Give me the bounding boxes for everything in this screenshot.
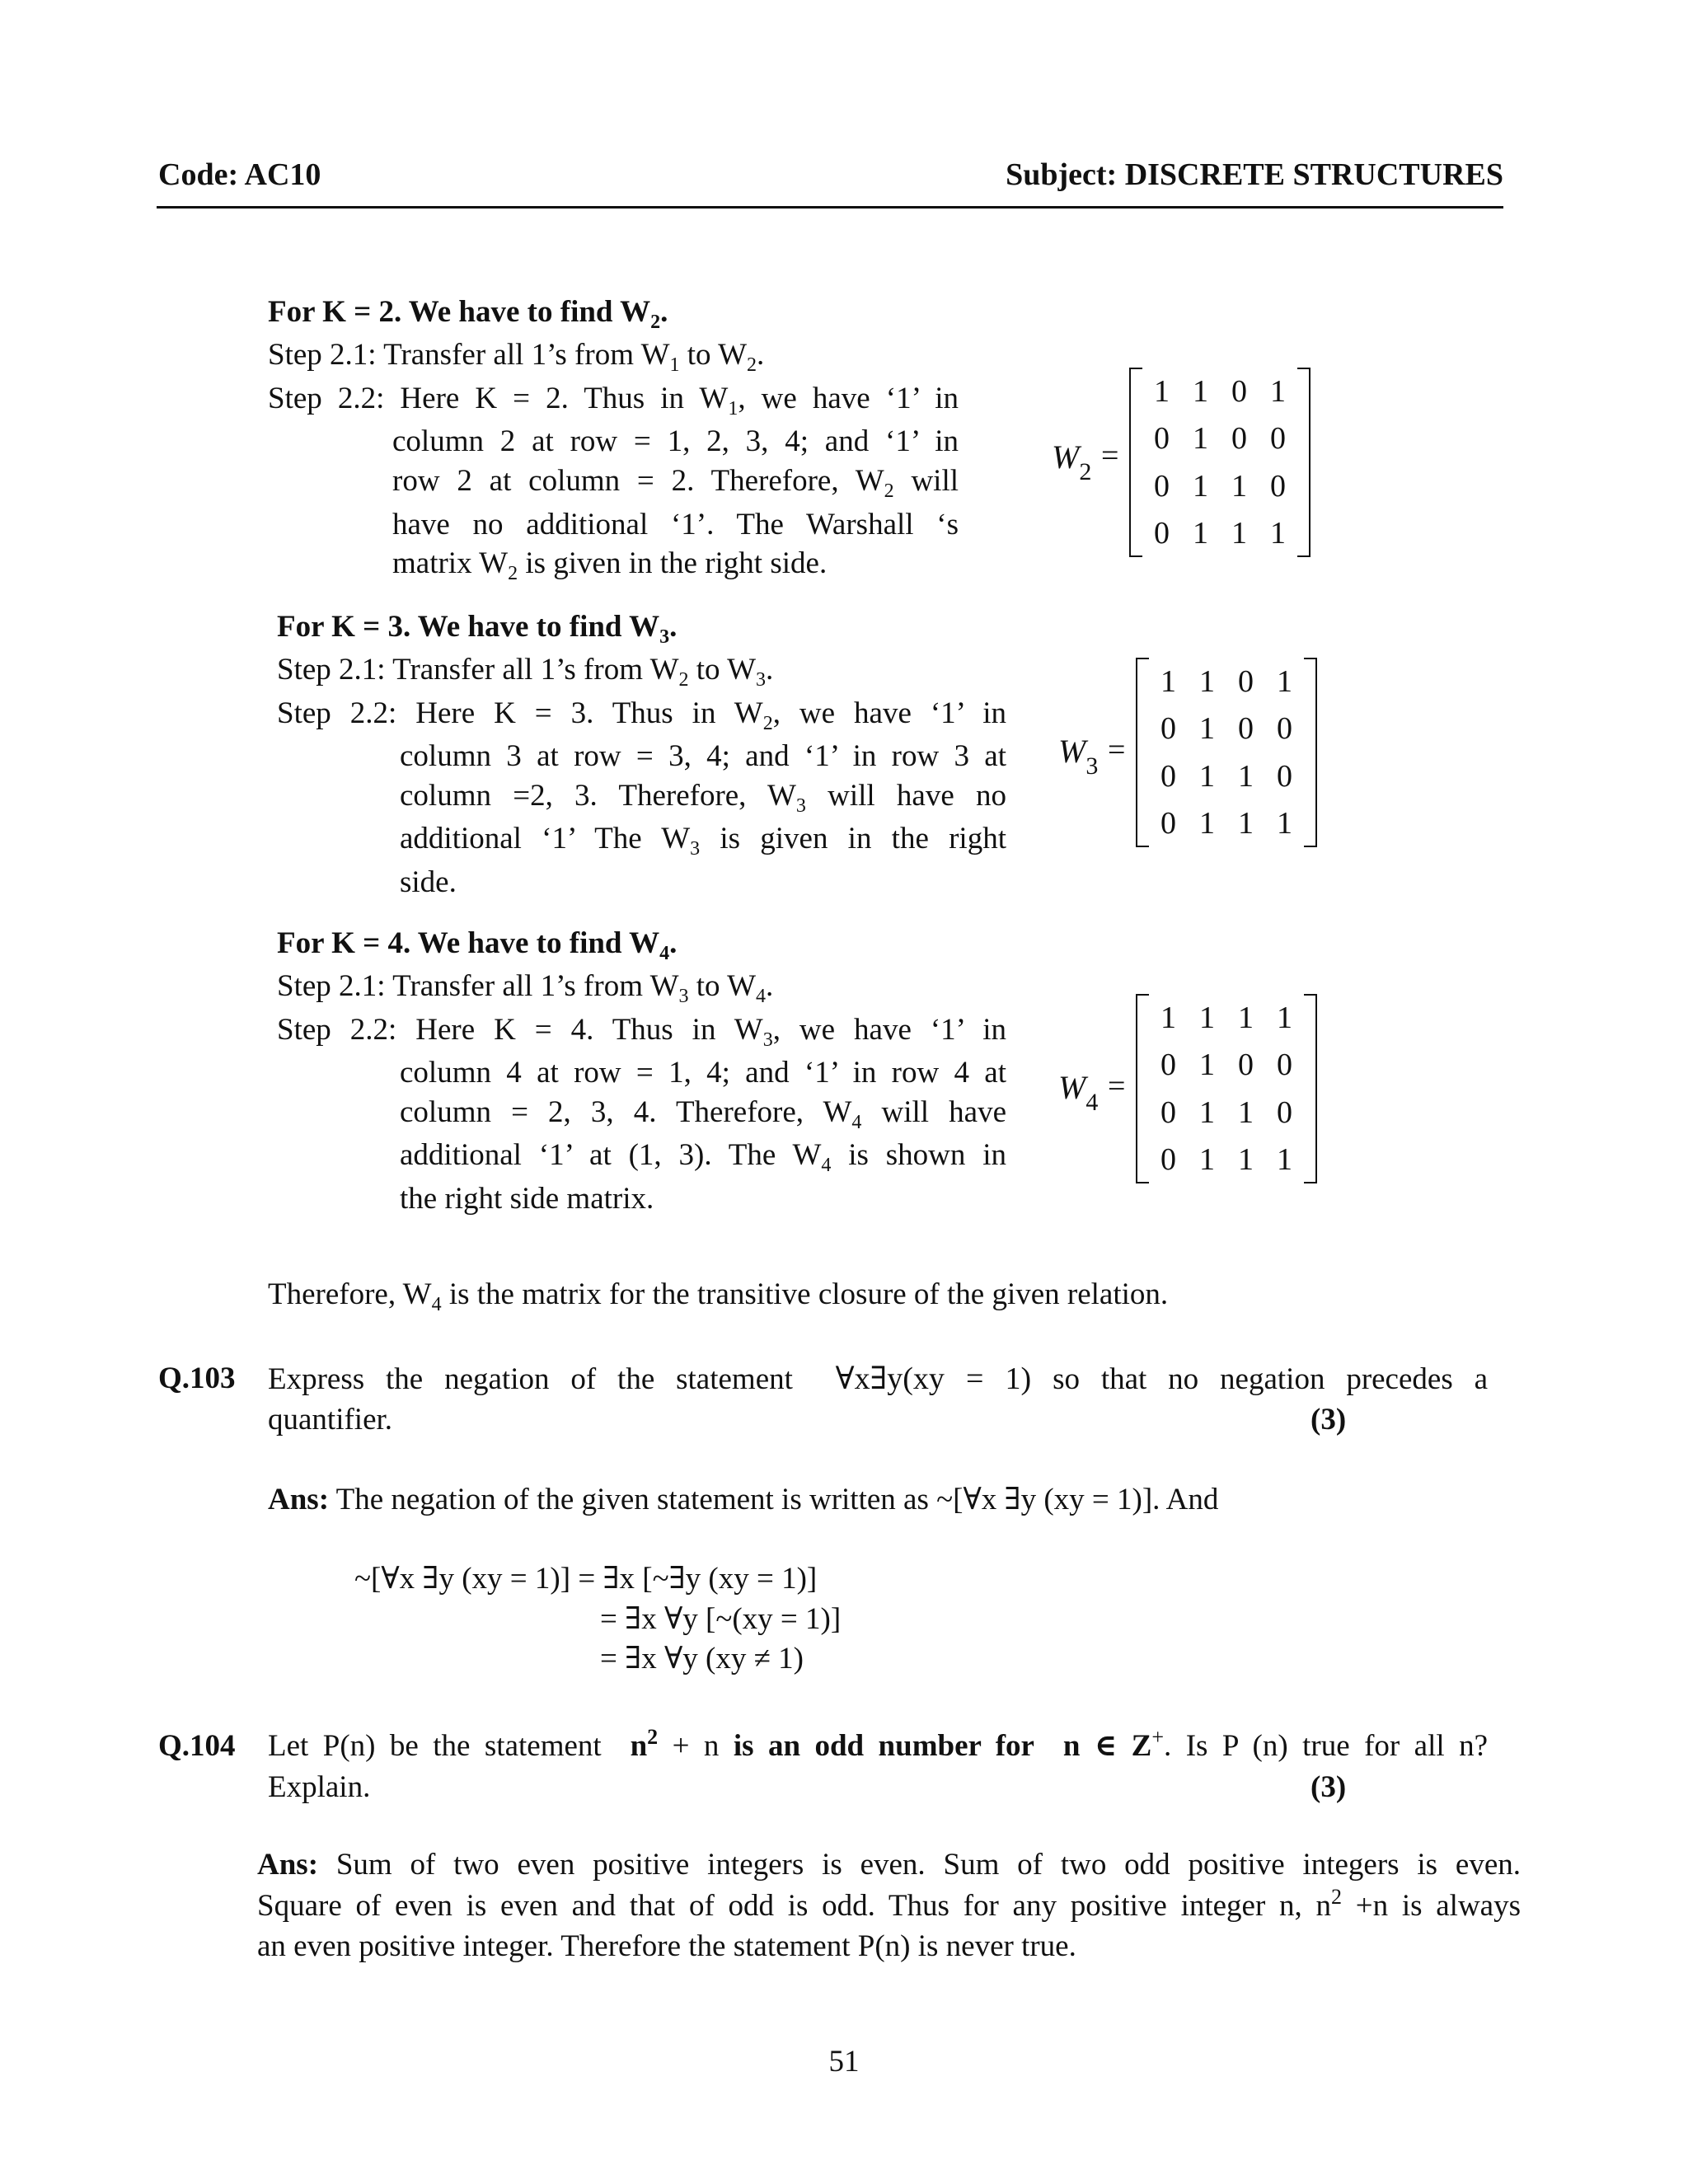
matrix-cell: 1 [1270, 516, 1286, 551]
k4-step22-line5: the right side matrix. [400, 1182, 654, 1216]
matrix-cell: 1 [1277, 806, 1292, 841]
k2-step21: Step 2.1: Transfer all 1’s from $W_1$ to $W_2$. [268, 338, 765, 376]
k3-step22-line1: Step 2.2: Here K = 3. Thus in $W_2$, we have ‘1’ in [277, 696, 1006, 734]
k2-step22-line5: matrix $W_2$ is given in the right side. [392, 546, 828, 584]
q103-line1: Express the negation of the statement ∀x∃y(xy = 1) so that no negation precedes a [268, 1361, 1489, 1396]
k4-step22-line4: additional ‘1’ at (1, 3). The $W_4$ is shown in [400, 1138, 1006, 1176]
page-number: 51 [828, 2045, 860, 2079]
q104-line2: Explain. [268, 1770, 371, 1804]
q103-eq3: = ∃x ∀y (xy ≠ 1) [600, 1642, 804, 1675]
matrix-cell: 0 [1238, 663, 1254, 699]
matrix-cell: 0 [1160, 711, 1176, 747]
matrix-cell: 1 [1193, 421, 1208, 457]
q103-eq2: = ∃x ∀y [~(xy = 1)] [600, 1602, 842, 1636]
k3-equals: = [1108, 733, 1126, 767]
matrix-cell: 1 [1199, 806, 1215, 841]
matrix-cell: 1 [1199, 1047, 1215, 1083]
matrix-cell: 0 [1160, 1094, 1176, 1130]
matrix-cell: 0 [1160, 806, 1176, 841]
matrix-cell: 0 [1277, 758, 1292, 794]
matrix-cell: 0 [1160, 1047, 1176, 1083]
matrix-cell: 1 [1193, 468, 1208, 504]
k2-step22-line3: row 2 at column = 2. Therefore, $W_2$ will [392, 464, 959, 502]
matrix-cell: 0 [1154, 421, 1170, 457]
q104-answer-line3: an even positive integer. Therefore the statement P(n) is never true. [257, 1929, 1076, 1963]
matrix-cell: 0 [1160, 1142, 1176, 1178]
k4-step22-line3: column = 2, 3, 4. Therefore, $W_4$ will have [400, 1095, 1006, 1133]
matrix-cell: 0 [1270, 468, 1286, 504]
k4-step22-line2: column 4 at row = 1, 4; and ‘1’ in row 4 at [400, 1056, 1006, 1090]
matrix-cell: 1 [1199, 758, 1215, 794]
matrix-cell: 0 [1154, 516, 1170, 551]
matrix-cell: 1 [1199, 1094, 1215, 1130]
matrix-cell: 1 [1238, 806, 1254, 841]
k2-equals: = [1101, 438, 1119, 473]
k3-step22-line5: side. [400, 865, 457, 899]
conclusion-text: Therefore, $W_4$ is the matrix for the transitive closure of the given relation. [268, 1277, 1169, 1315]
k3-step22-line3: column =2, 3. Therefore, $W_3$ will have no [400, 779, 1006, 817]
q103-answer: Ans: The negation of the given statement is written as ~[∀x ∃y (xy = 1)]. And [268, 1483, 1219, 1516]
matrix-cell: 0 [1270, 421, 1286, 457]
matrix-cell: 1 [1193, 516, 1208, 551]
matrix-cell: 0 [1238, 1047, 1254, 1083]
k4-step22-line1: Step 2.2: Here K = 4. Thus in $W_3$, we have ‘1’ in [277, 1013, 1006, 1051]
q103-eq1: ~[∀x ∃y (xy = 1)] = ∃x [~∃y (xy = 1)] [354, 1562, 818, 1596]
k3-matrix-label: $W_3$ [1058, 733, 1099, 780]
q104-line1: Let P(n) be the statement $n^2 + n$ is an odd number for n ∈ Z+. Is P (n) true for all n? [268, 1725, 1488, 1763]
matrix-cell: 1 [1231, 516, 1247, 551]
k4-step21: Step 2.1: Transfer all 1’s from $W_3$ to $W_4$. [277, 969, 774, 1007]
k4-matrix-label: $W_4$ [1058, 1069, 1099, 1116]
k3-matrix [1136, 658, 1317, 847]
matrix-cell: 0 [1231, 421, 1247, 457]
k2-step22-line4: have no additional ‘1’. The Warshall ‘s [392, 508, 959, 541]
k2-step22-line2: column 2 at row = 1, 2, 3, 4; and ‘1’ in [392, 424, 959, 458]
header-code: Code: AC10 [158, 157, 321, 192]
q104-answer-line1: Ans: Sum of two even positive integers is even. Sum of two odd positive integers is even. [257, 1848, 1521, 1882]
matrix-cell: 1 [1160, 663, 1176, 699]
matrix-cell: 0 [1160, 758, 1176, 794]
matrix-cell: 1 [1199, 663, 1215, 699]
matrix-cell: 1 [1160, 1000, 1176, 1035]
matrix-cell: 1 [1154, 373, 1170, 409]
k2-step22-line1: Step 2.2: Here K = 2. Thus in $W_1$, we have ‘1’ in [268, 382, 959, 419]
matrix-cell: 1 [1277, 1142, 1292, 1178]
matrix-cell: 1 [1238, 1000, 1254, 1035]
k4-equals: = [1108, 1069, 1126, 1104]
matrix-cell: 1 [1199, 711, 1215, 747]
matrix-cell: 0 [1277, 711, 1292, 747]
k2-matrix [1129, 368, 1311, 557]
k2-heading: For K = 2. We have to find $W_2$. [268, 295, 668, 333]
header-subject: Subject: DISCRETE STRUCTURES [1006, 157, 1503, 192]
matrix-cell: 1 [1238, 758, 1254, 794]
q103-line2: quantifier. [268, 1403, 393, 1436]
matrix-cell: 1 [1238, 1094, 1254, 1130]
matrix-cell: 1 [1277, 1000, 1292, 1035]
k4-heading: For K = 4. We have to find $W_4$. [277, 926, 678, 964]
matrix-cell: 0 [1277, 1047, 1292, 1083]
matrix-cell: 1 [1238, 1142, 1254, 1178]
matrix-cell: 1 [1199, 1142, 1215, 1178]
k4-matrix [1136, 994, 1317, 1183]
matrix-cell: 1 [1199, 1000, 1215, 1035]
q104-marks: (3) [1311, 1770, 1347, 1804]
matrix-cell: 0 [1238, 711, 1254, 747]
matrix-cell: 0 [1231, 373, 1247, 409]
k3-step22-line2: column 3 at row = 3, 4; and ‘1’ in row 3 at [400, 739, 1006, 773]
k2-matrix-label: $W_2$ [1052, 438, 1092, 485]
matrix-cell: 0 [1154, 468, 1170, 504]
k3-step22-line4: additional ‘1’ The $W_3$ is given in the right [400, 822, 1006, 860]
q103-marks: (3) [1311, 1403, 1347, 1436]
matrix-cell: 1 [1193, 373, 1208, 409]
q104-number: Q.104 [158, 1729, 236, 1763]
q103-number: Q.103 [158, 1361, 236, 1395]
k3-step21: Step 2.1: Transfer all 1’s from $W_2$ to $W_3$. [277, 653, 774, 691]
matrix-cell: 1 [1231, 468, 1247, 504]
header-rule [157, 206, 1503, 209]
matrix-cell: 1 [1270, 373, 1286, 409]
matrix-cell: 1 [1277, 663, 1292, 699]
k3-heading: For K = 3. We have to find $W_3$. [277, 610, 678, 648]
q104-answer-line2: Square of even is even and that of odd is odd. Thus for any positive integer n, $n^2 +n$ is always [257, 1885, 1521, 1923]
matrix-cell: 0 [1277, 1094, 1292, 1130]
